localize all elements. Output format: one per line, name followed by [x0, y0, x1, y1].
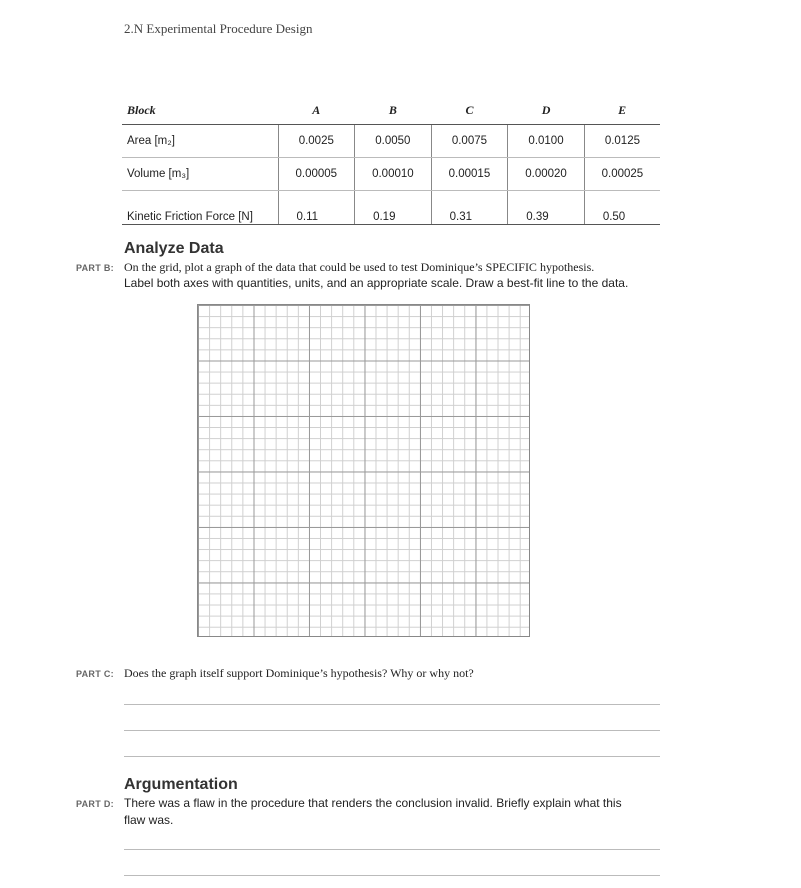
answer-line[interactable] — [124, 849, 660, 850]
part-d-question-1: There was a flaw in the procedure that renders the conclusion invalid. Briefly explain what this — [124, 796, 622, 810]
part-c-question: Does the graph itself support Dominique’s hypothesis? Why or why not? — [124, 666, 474, 680]
table-row-area — [122, 125, 660, 158]
table-cell: 0.00010 — [355, 158, 432, 191]
table-cell: 0.0075 — [431, 125, 508, 158]
table-row-friction — [122, 191, 660, 225]
table-cell: 0.00020 — [508, 158, 585, 191]
table-cell: 0.11 — [278, 191, 355, 225]
table-cell: 0.0100 — [508, 125, 585, 158]
answer-line[interactable] — [124, 704, 660, 705]
table-cell: 0.0025 — [278, 125, 355, 158]
data-table — [122, 97, 660, 225]
argumentation-heading: Argumentation — [124, 776, 238, 793]
table-header-b: B — [355, 97, 432, 125]
part-c-label: PART C: — [76, 669, 114, 679]
part-b-instruction-2: Label both axes with quantities, units, and an appropriate scale. Draw a best-fit line to the data. — [124, 276, 629, 290]
page-title: 2.N Experimental Procedure Design — [124, 21, 313, 36]
answer-line[interactable] — [124, 875, 660, 876]
table-row-label: Area [m₂] — [122, 125, 278, 158]
table-cell: 0.0050 — [355, 125, 432, 158]
table-cell: 0.19 — [355, 191, 432, 225]
part-b-instruction-1: On the grid, plot a graph of the data that could be used to test Dominique’s SPECIFIC hypothesis. — [124, 260, 595, 274]
table-row-label: Kinetic Friction Force [N] — [122, 191, 278, 225]
answer-line[interactable] — [124, 730, 660, 731]
answer-line[interactable] — [124, 756, 660, 757]
part-b-label: PART B: — [76, 263, 114, 273]
table-cell: 0.00005 — [278, 158, 355, 191]
table-header-c: C — [431, 97, 508, 125]
analyze-data-heading: Analyze Data — [124, 240, 224, 257]
table-header-block: Block — [122, 97, 278, 125]
table-header-e: E — [584, 97, 660, 125]
table-row-volume — [122, 158, 660, 191]
graph-grid[interactable] — [197, 304, 530, 637]
table-row-label: Volume [m₃] — [122, 158, 278, 191]
table-cell: 0.31 — [431, 191, 508, 225]
table-cell: 0.0125 — [584, 125, 660, 158]
table-cell: 0.00025 — [584, 158, 660, 191]
table-cell: 0.50 — [584, 191, 660, 225]
table-header-row — [122, 97, 660, 125]
table-header-a: A — [278, 97, 355, 125]
table-header-d: D — [508, 97, 585, 125]
part-d-question-2: flaw was. — [124, 813, 174, 827]
part-d-label: PART D: — [76, 799, 114, 809]
table-cell: 0.00015 — [431, 158, 508, 191]
table-cell: 0.39 — [508, 191, 585, 225]
